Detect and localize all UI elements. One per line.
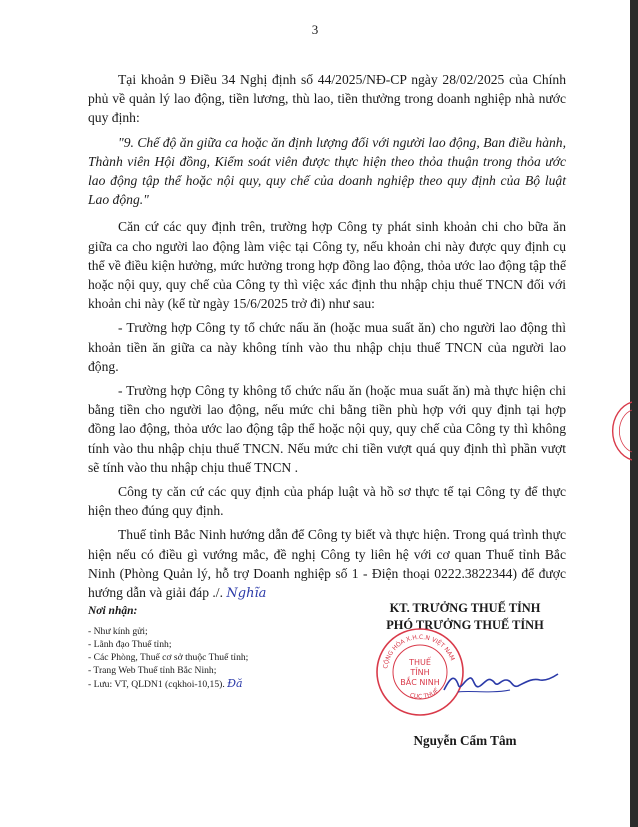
recipient-item: - Các Phòng, Thuế cơ sở thuộc Thuế tỉnh;	[88, 652, 249, 663]
signature-title-line2: PHÓ TRƯỞNG THUẾ TỈNH	[386, 618, 544, 632]
stamp-ring-text: CỘNG HÒA X.H.C.N VIỆT NAM	[382, 633, 456, 670]
signer-name: Nguyễn Cẩm Tâm	[413, 733, 517, 748]
bullet-cash-payment: - Trường hợp Công ty không tổ chức nấu ăn (hoặc mua suất ăn) mà thực hiện chi bằng tiền cho người lao động, nếu mức chi bằng tiền phù hợp với quy định tại hợp đồng lao động, thỏa ước lao động tập thể hoặc nội quy, quy chế của Công ty thì không tính vào thu nhập chịu thuế TNCN. Nếu mức chi tiền vượt quá quy định thì phần vượt sẽ tính vào thu nhập chịu thuế TNCN .	[88, 383, 566, 475]
paragraph-compliance: Công ty căn cứ các quy định của pháp luật và hồ sơ thực tế tại Công ty để thực hiện theo đúng quy định.	[88, 484, 566, 519]
bullet-company-provides-meals: - Trường hợp Công ty tổ chức nấu ăn (hoặc mua suất ăn) cho người lao động thì khoản tiền ăn giữa ca này không tính vào thu nhập chịu thuế TNCN của người lao động.	[88, 320, 566, 374]
guidance-text: Thuế tỉnh Bắc Ninh hướng dẫn để Công ty biết và thực hiện. Trong quá trình thực hiện nếu có điều gì vướng mắc, đề nghị Công ty liên hệ với cơ quan Thuế tỉnh Bắc Ninh (Phòng Quản lý, hỗ trợ Doanh nghiệp số 1 - Điện thoại 0222.3822344) để được hướng dẫn và giải đáp ./.	[88, 527, 566, 601]
paragraph-determination: Căn cứ các quy định trên, trường hợp Công ty phát sinh khoản chi cho bữa ăn giữa ca cho người lao động làm việc tại Công ty, nếu khoản chi này được quy định cụ thể về điều kiện hưởng, mức hưởng trong hợp đồng lao động, thỏa ước lao động tập thể hoặc nội quy, quy chế của Công ty thì việc xác định thu nhập chịu thuế TNCN đối với khoản chi này (kể từ ngày 15/6/2025 trở đi) như sau:	[88, 219, 566, 312]
stamp-center-line3: BẮC NINH	[400, 678, 440, 687]
page-number: 3	[311, 22, 319, 37]
svg-text:CỤC THUẾ	[409, 687, 440, 701]
stamp-bottom-text: CỤC THUẾ	[408, 687, 441, 701]
recipient-item	[88, 677, 338, 691]
stamp-center-line1: THUẾ	[409, 658, 431, 667]
letter-body	[88, 70, 566, 608]
signature-title-line1: KT. TRƯỞNG THUẾ TỈNH	[389, 601, 541, 615]
partial-seal-edge	[604, 400, 632, 462]
paragraph-guidance-contact	[88, 525, 566, 603]
recipient-item: - Như kính gửi;	[88, 626, 148, 637]
handwritten-signature	[440, 660, 560, 705]
recipient-archive: - Lưu: VT, QLDN1 (cqkhoi-10,15).	[88, 679, 225, 690]
recipient-initials: Đă	[227, 677, 243, 690]
recipients-block	[88, 605, 338, 691]
recipient-item: - Trang Web Thuế tỉnh Bắc Ninh;	[88, 665, 217, 676]
quoted-regulation: "9. Chế độ ăn giữa ca hoặc ăn định lượng đối với người lao động, Ban điều hành, Thành viên Hội đồng, Kiểm soát viên được thực hiện theo thỏa thuận trong thỏa ước lao động tập thể hoặc nội quy, quy chế của doanh nghiệp theo quy định của Bộ luật Lao động."	[88, 134, 566, 208]
recipients-heading: Nơi nhận:	[88, 605, 138, 617]
recipient-item: - Lãnh đạo Thuế tỉnh;	[88, 639, 172, 650]
stamp-center-line2: TỈNH	[410, 668, 430, 677]
paragraph-legal-basis: Tại khoản 9 Điều 34 Nghị định số 44/2025/NĐ-CP ngày 28/02/2025 của Chính phủ về quản lý lao động, tiền lương, thù lao, tiền thưởng trong doanh nghiệp nhà nước quy định:	[88, 72, 566, 126]
handwritten-initials: Nghĩa	[226, 586, 267, 602]
